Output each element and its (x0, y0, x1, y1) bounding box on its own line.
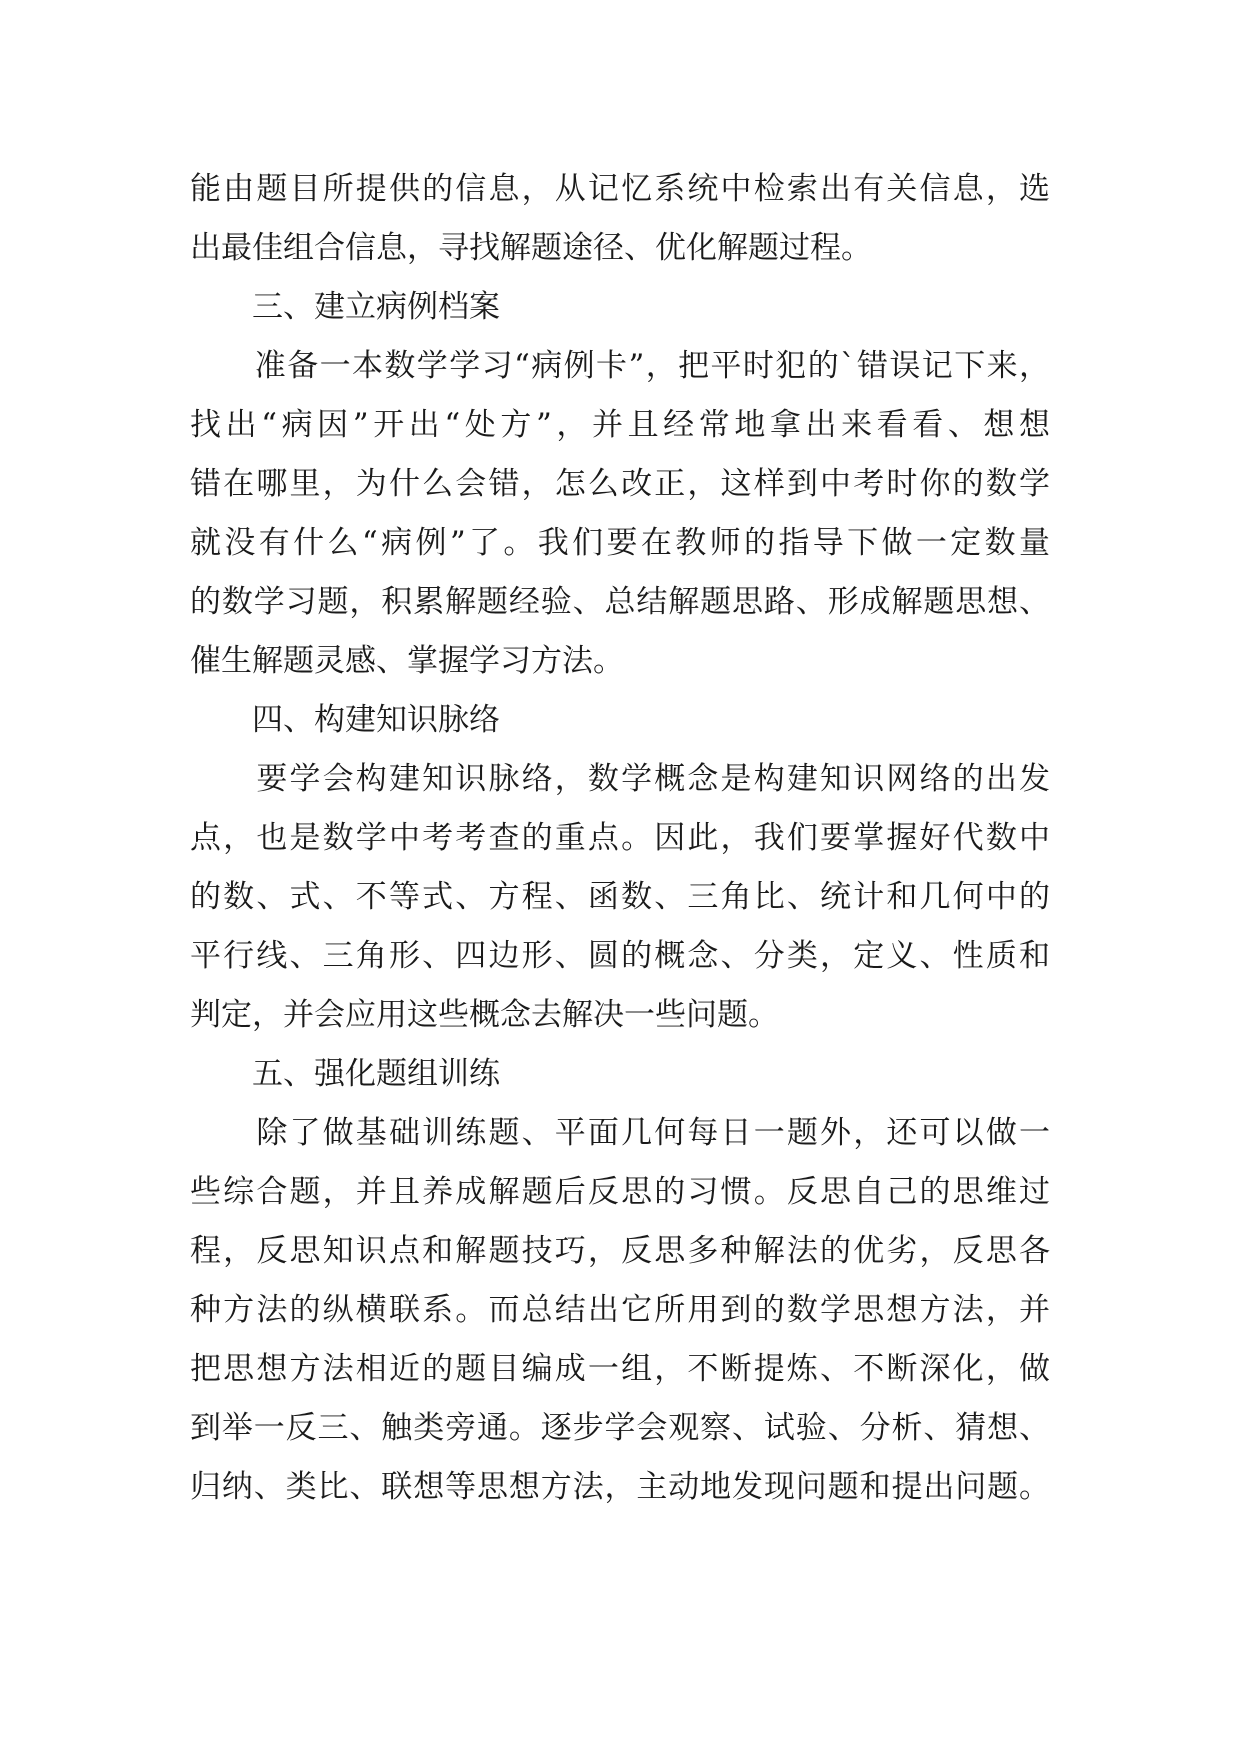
text-line: 些综合题，并且养成解题后反思的习惯。反思自己的思维过 (190, 1174, 1050, 1210)
text-line: 种方法的纵横联系。而总结出它所用到的数学思想方法，并 (190, 1292, 1050, 1328)
document-body (190, 160, 1050, 1517)
text-line: 能由题目所提供的信息，从记忆系统中检索出有关信息，选 (190, 171, 1050, 207)
text-line: 除了做基础训练题、平面几何每日一题外，还可以做一 (190, 1115, 1050, 1151)
text-line: 平行线、三角形、四边形、圆的概念、分类，定义、性质和 (190, 938, 1050, 974)
text-line: 错在哪里，为什么会错，怎么改正，这样到中考时你的数学 (190, 466, 1050, 502)
text-line: 出最佳组合信息，寻找解题途径、优化解题过程。 (190, 230, 872, 266)
text-line: 找出“病因”开出“处方”，并且经常地拿出来看看、想想 (190, 407, 1050, 443)
text-line: 程，反思知识点和解题技巧，反思多种解法的优劣，反思各 (190, 1233, 1050, 1269)
text-line: 准备一本数学学习“病例卡”，把平时犯的`错误记下来， (190, 348, 1050, 384)
text-line: 要学会构建知识脉络，数学概念是构建知识网络的出发 (190, 761, 1050, 797)
text-line: 把思想方法相近的题目编成一组，不断提炼、不断深化，做 (190, 1351, 1050, 1387)
text-line: 归纳、类比、联想等思想方法，主动地发现问题和提出问题。 (190, 1469, 1050, 1505)
section-heading: 三、建立病例档案 (190, 289, 500, 325)
text-line: 的数学习题，积累解题经验、总结解题思路、形成解题思想、 (190, 584, 1050, 620)
text-line: 判定，并会应用这些概念去解决一些问题。 (190, 997, 779, 1033)
text-line: 就没有什么“病例”了。我们要在教师的指导下做一定数量 (190, 525, 1050, 561)
section-heading: 四、构建知识脉络 (190, 702, 500, 738)
text-line: 的数、式、不等式、方程、函数、三角比、统计和几何中的 (190, 879, 1050, 915)
text-line: 点，也是数学中考考查的重点。因此，我们要掌握好代数中 (190, 820, 1050, 856)
text-line: 催生解题灵感、掌握学习方法。 (190, 643, 624, 679)
text-line: 到举一反三、触类旁通。逐步学会观察、试验、分析、猜想、 (190, 1410, 1050, 1446)
section-heading: 五、强化题组训练 (190, 1056, 500, 1092)
